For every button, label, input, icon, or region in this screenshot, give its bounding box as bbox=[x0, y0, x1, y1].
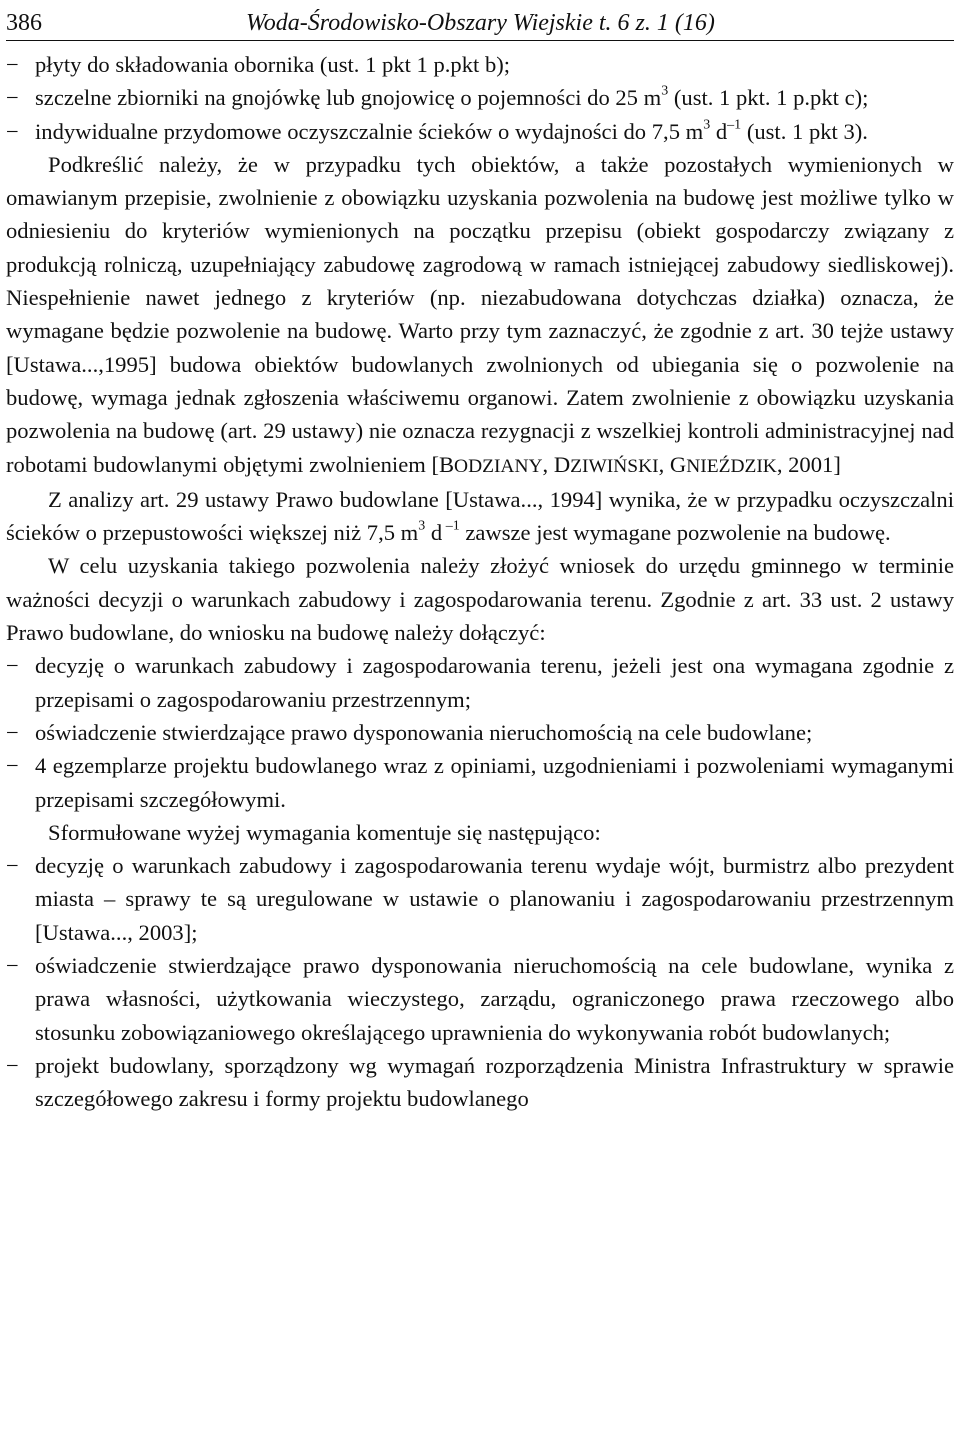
superscript: –1 bbox=[442, 518, 460, 534]
citation-author: GNIEŹDZIK, 2001] bbox=[669, 451, 841, 477]
list-item bbox=[6, 115, 954, 148]
list-item-text: szczelne zbiorniki na gnojówkę lub gnojowicę o pojemności do 25 m bbox=[35, 85, 662, 111]
list-item: − projekt budowlany, sporządzony wg wymagań rozporządzenia Ministra Infrastruktury w sprawie szczegółowego zakresu i formy projektu budowlanego bbox=[6, 1049, 954, 1116]
page-header bbox=[6, 0, 954, 41]
superscript: 3 bbox=[661, 83, 669, 99]
superscript: 3 bbox=[703, 117, 711, 133]
paragraph-text: Podkreślić należy, że w przypadku tych obiektów, a także pozostałych wymienionych w omawianym przepisie, zwolnienie z obowiązku uzyskania pozwolenia na budowę jest możliwe tylko w odniesieniu do kryteriów wymienionych na początku przepisu (obiekt gospodarczy związany z produkcją rolniczą, uzupełniający zabudowę zagrodową w ramach istniejącej zabudowy siedliskowej). Niespełnienie nawet jednego z kryteriów (np. niezabudowana dotychczas działka) oznacza, że wymagane będzie pozwolenie na budowę. Warto przy tym zaznaczyć, że zgodnie z art. 30 tejże ustawy [Ustawa...,1995] budowa obiektów budowlanych zwolnionych od ubiegania się o pozwolenie na budowę, wymaga jednak zgłoszenia właściwemu organowi. Zatem zwolnienie z obowiązku uzyskania pozwolenia na budowę (art. 29 ustawy) nie oznacza rezygnacji z wszelkiej kontroli administracyjnej nad robotami budowlanymi objętymi zwolnieniem [ bbox=[6, 151, 954, 477]
list-item: − 4 egzemplarze projektu budowlanego wraz z opiniami, uzgodnieniami i pozwoleniami wymaganymi przepisami szczegółowymi. bbox=[6, 749, 954, 816]
paragraph-text: d bbox=[425, 520, 443, 546]
list-item: − płyty do składowania obornika (ust. 1 pkt 1 p.pkt b); bbox=[6, 48, 954, 81]
list-item: − oświadczenie stwierdzające prawo dysponowania nieruchomością na cele budowlane, wynika z prawa własności, użytkowania wieczystego, zarządu, ograniczonego prawa rzeczowego albo stosunku zobowiązaniowego określającego uprawnienia do wykonywania robót budowlanych; bbox=[6, 949, 954, 1049]
superscript: –1 bbox=[727, 117, 742, 133]
superscript: 3 bbox=[418, 518, 426, 534]
paragraph bbox=[6, 148, 954, 483]
citation-author: DZIWIŃSKI, bbox=[553, 451, 670, 477]
paragraph: Sformułowane wyżej wymagania komentuje się następująco: bbox=[48, 819, 601, 845]
paragraph bbox=[6, 483, 954, 550]
list-item-text: (ust. 1 pkt 3). bbox=[741, 118, 868, 144]
list-item-text: indywidualne przydomowe oczyszczalnie ścieków o wydajności do 7,5 m bbox=[35, 118, 704, 144]
journal-title: Woda-Środowisko-Obszary Wiejskie t. 6 z. 1 (16) bbox=[246, 10, 715, 36]
page-number: 386 bbox=[6, 10, 42, 36]
paragraph-text: zawsze jest wymagane pozwolenie na budowę. bbox=[459, 520, 891, 546]
list-item: − oświadczenie stwierdzające prawo dysponowania nieruchomością na cele budowlane; bbox=[6, 716, 954, 749]
citation-author: BODZIANY, bbox=[438, 451, 554, 477]
page-body bbox=[6, 41, 954, 1116]
list-item-text: d bbox=[710, 118, 728, 144]
list-item: − decyzję o warunkach zabudowy i zagospodarowania terenu, jeżeli jest ona wymagana zgodnie z przepisami o zagospodarowaniu przestrzennym; bbox=[6, 649, 954, 716]
list-item-text: (ust. 1 pkt. 1 p.pkt c); bbox=[668, 85, 869, 111]
paragraph: W celu uzyskania takiego pozwolenia należy złożyć wniosek do urzędu gminnego w terminie ważności decyzji o warunkach zabudowy i zagospodarowania terenu. Zgodnie z art. 33 ust. 2 ustawy Prawo budowlane, do wniosku na budowę należy dołączyć: bbox=[6, 553, 954, 646]
list-item: − decyzję o warunkach zabudowy i zagospodarowania terenu wydaje wójt, burmistrz albo prezydent miasta – sprawy te są uregulowane w ustawie o planowaniu i zagospodarowaniu przestrzennym [Ustawa..., 2003]; bbox=[6, 849, 954, 949]
list-item bbox=[6, 81, 954, 114]
paragraph-text: Z analizy art. 29 ustawy Prawo budowlane [Ustawa..., 1994] wynika, że w przypadku oczyszczalni ścieków o przepustowości większej niż 7,5 m bbox=[6, 486, 954, 546]
